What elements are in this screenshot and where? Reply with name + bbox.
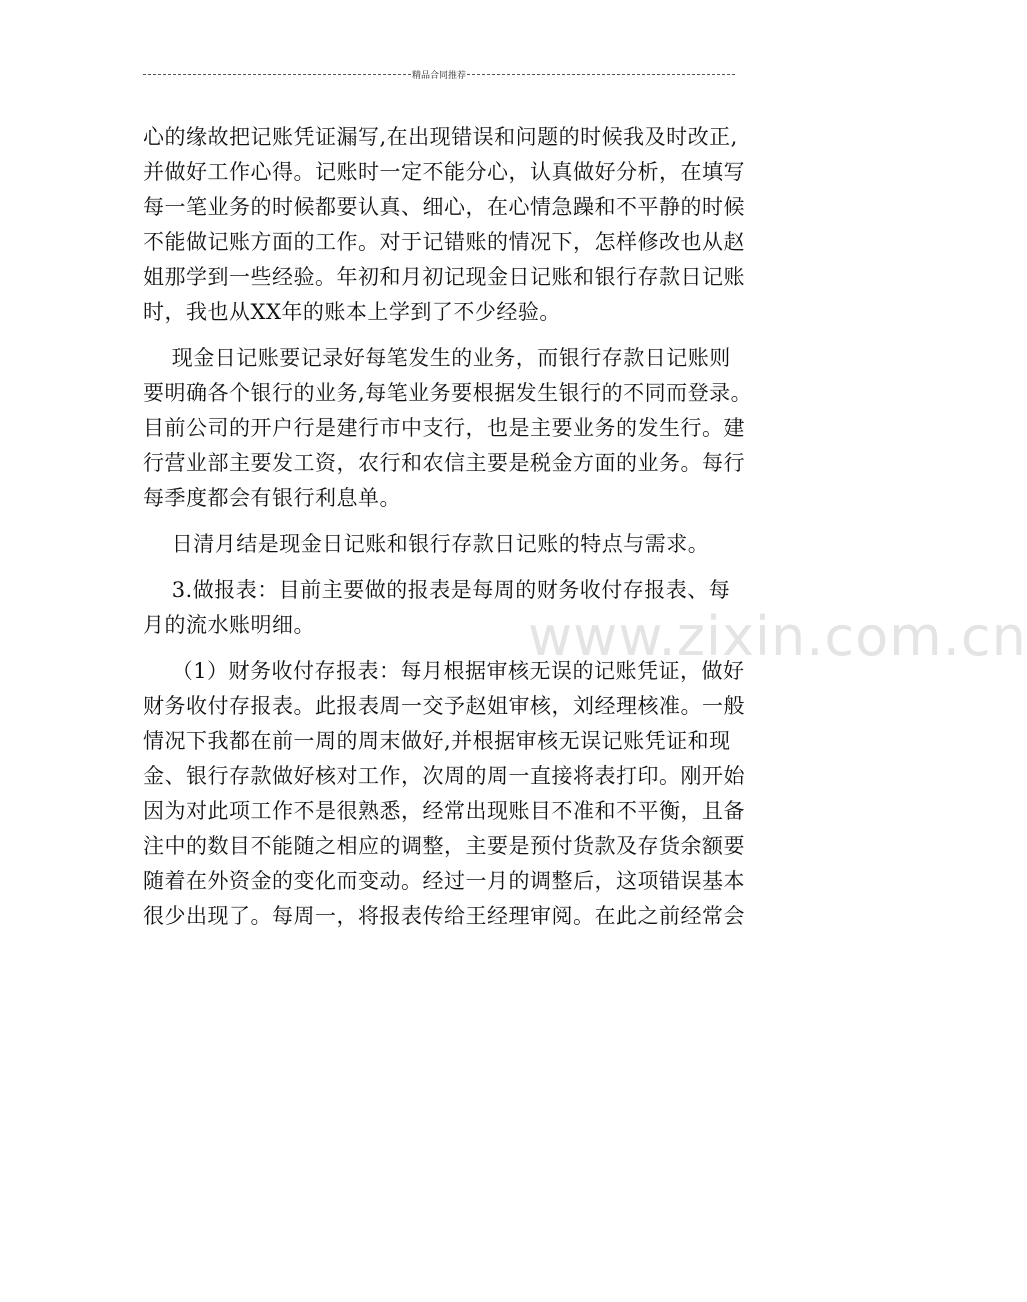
text-line: 注中的数目不能随之相应的调整，主要是预付货款及存货余额要 xyxy=(143,834,745,858)
paragraph xyxy=(143,654,803,934)
paragraph-gap xyxy=(143,562,803,573)
paragraph xyxy=(143,527,803,562)
header-title: 精品合同推荐 xyxy=(412,70,467,81)
text-line: 时，我也从XX年的账本上学到了不少经验。 xyxy=(143,300,561,324)
text-line: 不能做记账方面的工作。对于记错账的情况下，怎样修改也从赵 xyxy=(143,230,745,254)
text-line: 姐那学到一些经验。年初和月初记现金日记账和银行存款日记账 xyxy=(143,265,745,289)
paragraph-gap xyxy=(143,643,803,654)
text-line: 3.做报表：目前主要做的报表是每周的财务收付存报表、每 xyxy=(143,578,731,602)
text-line: 每季度都会有银行利息单。 xyxy=(143,486,401,510)
text-line: 现金日记账要记录好每笔发生的业务，而银行存款日记账则 xyxy=(143,346,731,370)
text-line: 每一笔业务的时候都要认真、细心，在心情急躁和不平静的时候 xyxy=(143,195,745,219)
text-line: 日清月结是现金日记账和银行存款日记账的特点与需求。 xyxy=(143,532,710,556)
text-line: 很少出现了。每周一，将报表传给王经理审阅。在此之前经常会 xyxy=(143,904,745,928)
page-header xyxy=(143,66,735,82)
paragraph-gap xyxy=(143,330,803,341)
header-dash-left xyxy=(143,74,411,75)
paragraph-gap xyxy=(143,516,803,527)
text-line: 情况下我都在前一周的周末做好,并根据审核无误记账凭证和现 xyxy=(143,729,731,753)
text-line: 并做好工作心得。记账时一定不能分心，认真做好分析，在填写 xyxy=(143,160,745,184)
text-line: （1）财务收付存报表：每月根据审核无误的记账凭证，做好 xyxy=(143,659,745,683)
text-line: 随着在外资金的变化而变动。经过一月的调整后，这项错误基本 xyxy=(143,869,745,893)
watermark: www.zixin.com.cn xyxy=(528,605,1027,668)
text-line: 行营业部主要发工资，农行和农信主要是税金方面的业务。每行 xyxy=(143,451,745,475)
text-line: 要明确各个银行的业务,每笔业务要根据发生银行的不同而登录。 xyxy=(143,381,753,405)
header-dash-right xyxy=(467,74,735,75)
document-body xyxy=(143,120,803,934)
paragraph xyxy=(143,573,803,643)
text-line: 财务收付存报表。此报表周一交予赵姐审核，刘经理核准。一般 xyxy=(143,694,745,718)
text-line: 因为对此项工作不是很熟悉，经常出现账目不准和不平衡，且备 xyxy=(143,799,745,823)
paragraph xyxy=(143,120,803,330)
text-line: 金、银行存款做好核对工作，次周的周一直接将表打印。刚开始 xyxy=(143,764,745,788)
text-line: 目前公司的开户行是建行市中支行，也是主要业务的发生行。建 xyxy=(143,416,745,440)
text-line: 月的流水账明细。 xyxy=(143,613,315,637)
paragraph xyxy=(143,341,803,516)
text-line: 心的缘故把记账凭证漏写,在出现错误和问题的时候我及时改正, xyxy=(143,125,738,149)
